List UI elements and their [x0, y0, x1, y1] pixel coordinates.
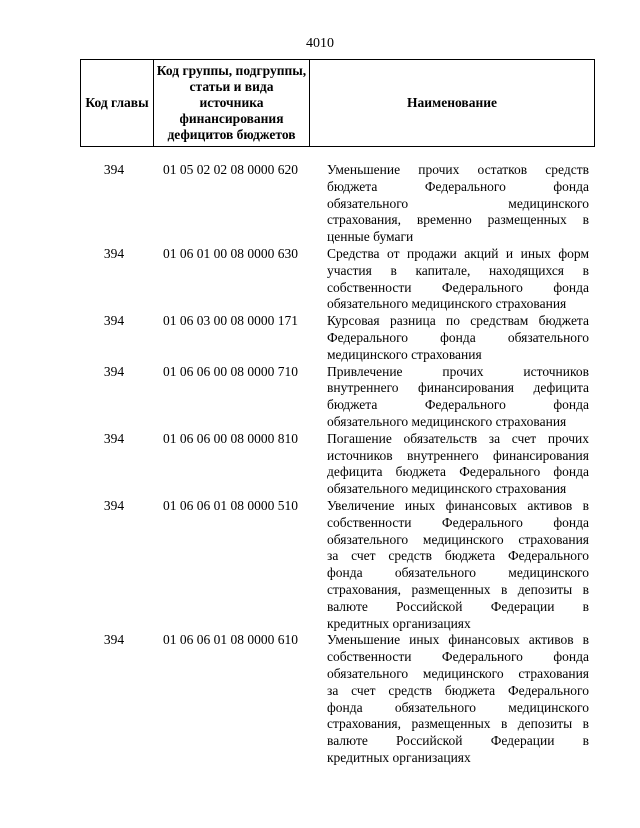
- name-line: дефицита бюджета Федерального фонда: [327, 464, 589, 480]
- source-code-cell: 01 05 02 02 08 0000 620: [163, 162, 298, 177]
- table-row: [80, 632, 595, 766]
- chapter-code-cell: 394: [103, 162, 125, 177]
- name-line: бюджета Федерального фонда: [327, 178, 589, 194]
- name-line: бюджета Федерального фонда: [327, 397, 589, 413]
- chapter-code-cell: 394: [103, 632, 125, 648]
- name-cell: [327, 313, 589, 363]
- table-body: [80, 162, 595, 767]
- table-header: [80, 59, 595, 147]
- chapter-code-cell: 394: [103, 245, 125, 261]
- name-line: фонда обязательного медицинского: [327, 565, 589, 581]
- name-line: Федерального фонда обязательного: [327, 329, 589, 345]
- name-line: собственности Федерального фонда: [327, 279, 589, 295]
- name-cell: [327, 246, 589, 313]
- name-line: Средства от продажи акций и иных форм: [327, 245, 589, 261]
- name-line: страхования, размещенных в депозиты в: [327, 581, 589, 597]
- name-line: Уменьшение иных финансовых активов в: [327, 632, 589, 648]
- header-name: Наименование: [310, 60, 595, 147]
- name-line: страхования, размещенных в депозиты в: [327, 716, 589, 732]
- name-line: обязательного медицинского страхования: [327, 296, 567, 312]
- name-line: за счет средств бюджета Федерального: [327, 548, 589, 564]
- name-cell: [327, 632, 589, 766]
- chapter-code-cell: 394: [103, 430, 125, 446]
- name-line: Увеличение иных финансовых активов в: [327, 497, 589, 513]
- header-group-code: Код группы, подгруппы, статьи и вида источника финансирования дефицитов бюджетов: [154, 60, 310, 147]
- source-code-cell: 01 06 06 00 08 0000 710: [163, 363, 298, 379]
- name-line: Курсовая разница по средствам бюджета: [327, 313, 589, 329]
- name-line: Уменьшение прочих остатков средств: [327, 162, 589, 177]
- name-line: кредитных организациях: [327, 615, 471, 631]
- name-cell: [327, 498, 589, 632]
- name-line: источников внутреннего финансирования: [327, 447, 589, 463]
- chapter-code-cell: 394: [103, 313, 125, 329]
- name-line: медицинского страхования: [327, 346, 482, 362]
- name-line: кредитных организациях: [327, 749, 471, 765]
- chapter-code-cell: 394: [103, 497, 125, 513]
- name-line: участия в капитале, находящихся в: [327, 262, 589, 278]
- name-line: обязательного медицинского страхования: [327, 531, 589, 547]
- source-code-cell: 01 06 06 01 08 0000 610: [163, 632, 298, 648]
- table-row: [80, 498, 595, 632]
- name-line: внутреннего финансирования дефицита: [327, 380, 589, 396]
- name-line: валюте Российской Федерации в: [327, 733, 589, 749]
- name-line: обязательного медицинского страхования: [327, 665, 589, 681]
- name-cell: [327, 162, 589, 246]
- name-line: собственности Федерального фонда: [327, 649, 589, 665]
- source-code-cell: 01 06 03 00 08 0000 171: [163, 313, 298, 329]
- name-line: валюте Российской Федерации в: [327, 598, 589, 614]
- name-line: страхования, временно размещенных в: [327, 212, 589, 228]
- table-row: [80, 364, 595, 431]
- name-line: Погашение обязательств за счет прочих: [327, 430, 589, 446]
- table-row: [80, 162, 595, 246]
- name-line: обязательного медицинского страхования: [327, 481, 567, 497]
- name-line: обязательного медицинского: [327, 195, 589, 211]
- name-line: за счет средств бюджета Федерального: [327, 682, 589, 698]
- name-cell: [327, 431, 589, 498]
- name-line: Привлечение прочих источников: [327, 363, 589, 379]
- name-line: обязательного медицинского страхования: [327, 413, 567, 429]
- source-code-cell: 01 06 06 01 08 0000 510: [163, 497, 298, 513]
- table-row: [80, 431, 595, 498]
- name-cell: [327, 364, 589, 431]
- table-row: [80, 313, 595, 363]
- header-chapter-code: Код главы: [81, 60, 154, 147]
- chapter-code-cell: 394: [103, 363, 125, 379]
- table-row: [80, 246, 595, 313]
- page-number: 4010: [306, 36, 334, 51]
- name-line: ценные бумаги: [327, 229, 414, 245]
- name-line: фонда обязательного медицинского: [327, 699, 589, 715]
- source-code-cell: 01 06 01 00 08 0000 630: [163, 245, 298, 261]
- source-code-cell: 01 06 06 00 08 0000 810: [163, 430, 298, 446]
- name-line: собственности Федерального фонда: [327, 514, 589, 530]
